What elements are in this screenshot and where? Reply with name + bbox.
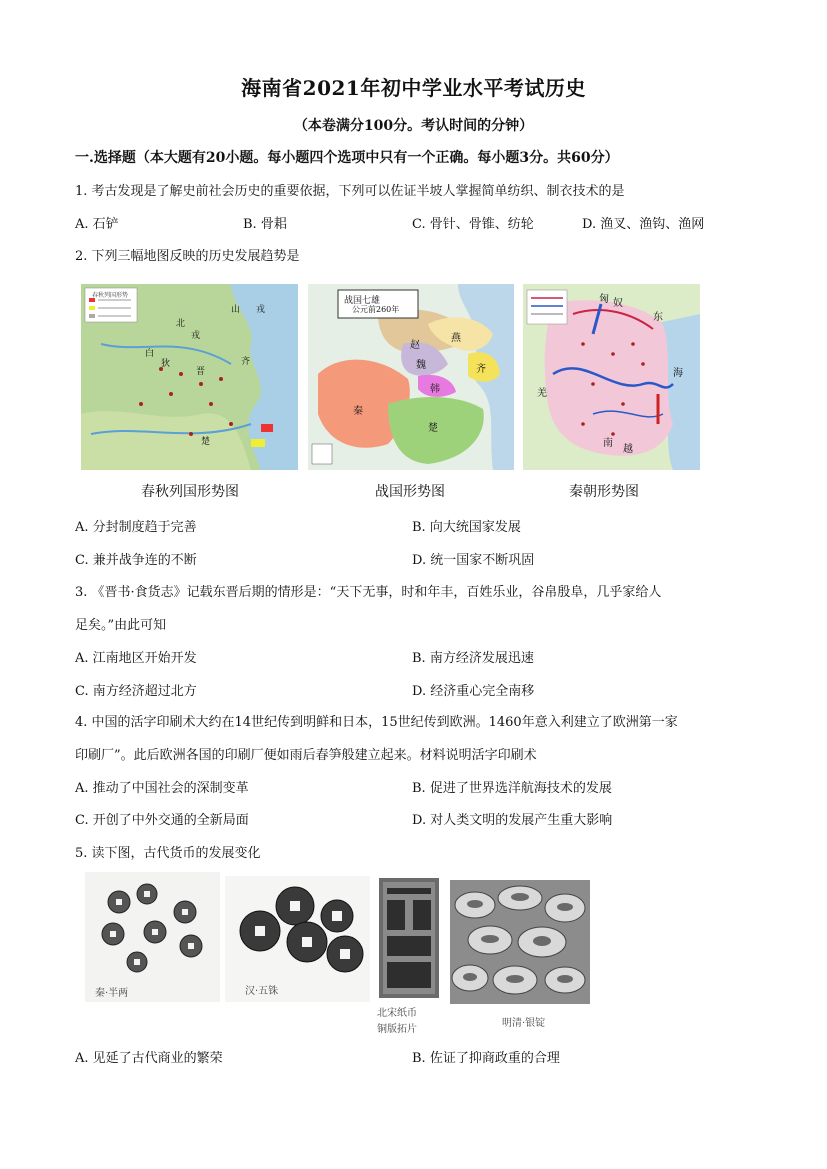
page-title: 海南省2021年初中学业水平考试历史 (241, 76, 586, 100)
q2-option-b[interactable]: B. 向大统国家发展 (412, 520, 521, 535)
map3-label: 匈 (599, 294, 609, 305)
q4-option-d[interactable]: D. 对人类文明的发展产生重大影响 (412, 813, 613, 828)
q4-option-c[interactable]: C. 开创了中外交通的全新局面 (75, 813, 249, 828)
question-4-stem-line2: 印刷厂”。此后欧洲各国的印刷厂便如雨后春笋般建立起来。材料说明活字印刷术 (75, 748, 537, 763)
q4-option-b[interactable]: B. 促进了世界选洋航海技术的发展 (412, 781, 612, 796)
map1-label: 山 (231, 305, 241, 315)
map-qin-dynasty (523, 284, 700, 470)
question-3-stem-line1: 3. 《晋书·食货志》记载东晋后期的情形是：“天下无事，时和年丰，百姓乐业，谷帛殷阜，几乎家给人 (75, 585, 662, 600)
question-5-stem: 5. 读下图，古代货币的发展变化 (75, 846, 261, 861)
map1-label: 戎 (191, 331, 201, 341)
question-1-stem: 1. 考古发现是了解史前社会历史的重要依据，下列可以佐证半坡人掌握简单纺织、制衣技术的是 (75, 184, 625, 199)
q1-option-b[interactable]: B. 骨耜 (243, 217, 287, 232)
q5-option-a[interactable]: A. 见延了古代商业的繁荣 (75, 1051, 223, 1066)
map1-label: 齐 (241, 357, 251, 367)
map1-label: 戎 (256, 305, 266, 315)
map3-label: 海 (673, 368, 683, 379)
map1-legend: 春秋列国形势 (92, 292, 129, 299)
map3-label: 东 (653, 312, 663, 323)
map2-title-box: 战国七雄 (344, 296, 381, 306)
question-2-stem: 2. 下列三幅地图反映的历史发展趋势是 (75, 249, 300, 264)
map3-caption: 秦朝形势图 (569, 484, 639, 500)
map1-label: 晋 (196, 367, 206, 377)
map2-label: 韩 (430, 384, 440, 395)
q1-option-d[interactable]: D. 渔叉、渔钩、渔网 (582, 217, 705, 232)
q3-option-c[interactable]: C. 南方经济超过北方 (75, 684, 197, 699)
map1-caption: 春秋列国形势图 (141, 484, 239, 500)
q4-option-a[interactable]: A. 推动了中国社会的深制变革 (75, 781, 249, 796)
q3-option-a[interactable]: A. 江南地区开始开发 (75, 651, 197, 666)
image-han-wuzhu (225, 876, 370, 1002)
map2-caption: 战国形势图 (375, 484, 445, 500)
image-silver-ingots (450, 880, 590, 1030)
map1-label: 北 (176, 319, 186, 329)
map1-label: 狄 (161, 359, 171, 369)
map-spring-autumn (81, 284, 298, 470)
coin1-caption: 秦·半两 (95, 988, 129, 999)
map3-label: 奴 (613, 298, 623, 309)
q2-option-c[interactable]: C. 兼并战争连的不断 (75, 553, 197, 568)
map3-label: 羌 (537, 388, 547, 399)
question-4-stem-line1: 4. 中国的活字印刷术大约在14世纪传到明鲜和日本，15世纪传到欧洲。1460年意入利建立了欧洲第一家 (75, 715, 678, 730)
map3-label: 越 (623, 444, 633, 455)
q5-option-b[interactable]: B. 佐证了抑商政重的合理 (412, 1051, 560, 1066)
question-3-stem-line2: 足矣。”由此可知 (75, 618, 167, 633)
section-heading: 一.选择题（本大题有20小题。每小题四个选项中只有一个正确。每小题3分。共60分） (75, 150, 619, 166)
map3-label: 南 (603, 438, 613, 449)
map2-label: 燕 (451, 333, 461, 344)
map2-title-date: 公元前260年 (352, 305, 400, 314)
map1-label: 白 (145, 349, 155, 359)
map1-label: 楚 (201, 437, 211, 447)
map2-label: 赵 (410, 340, 420, 351)
image-qin-banliang (85, 872, 220, 1002)
q1-option-c[interactable]: C. 骨针、骨锥、纺轮 (412, 217, 534, 232)
map-warring-states (308, 284, 514, 470)
coin2-caption: 汉·五铢 (245, 986, 279, 997)
map2-label: 魏 (416, 360, 426, 371)
q2-option-a[interactable]: A. 分封制度趋于完善 (75, 520, 197, 535)
page-subtitle: （本卷满分100分。考认时间的分钟） (293, 118, 534, 134)
note-caption-line2: 铜版拓片 (377, 1024, 417, 1035)
map2-label: 秦 (353, 406, 363, 417)
q3-option-b[interactable]: B. 南方经济发展迅速 (412, 651, 534, 666)
q3-option-d[interactable]: D. 经济重心完全南移 (412, 684, 535, 699)
q2-option-d[interactable]: D. 统一国家不断巩固 (412, 553, 535, 568)
map2-label: 楚 (428, 423, 438, 434)
note-caption-line1: 北宋纸币 (377, 1008, 417, 1019)
image-song-paper-money (375, 876, 445, 1036)
ingot-caption: 明清·银锭 (502, 1018, 546, 1029)
q1-option-a[interactable]: A. 石铲 (75, 217, 119, 232)
map2-label: 齐 (476, 364, 486, 375)
